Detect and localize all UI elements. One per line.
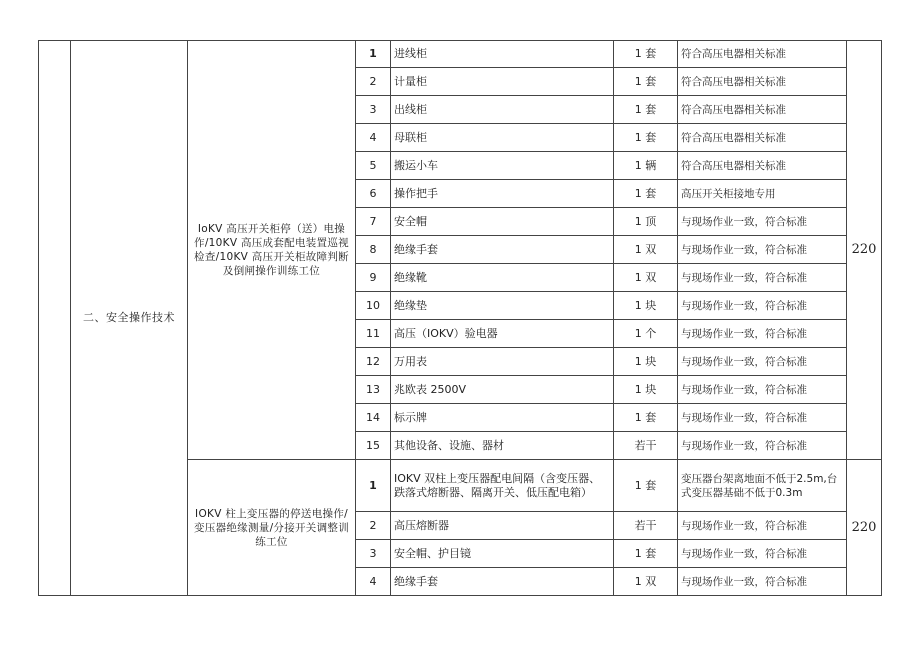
item-name: 绝缘手套	[391, 236, 614, 264]
item-name: 绝缘靴	[391, 264, 614, 292]
item-no: 1	[356, 41, 391, 68]
item-standard: 与现场作业一致，符合标准	[678, 264, 847, 292]
item-name: 安全帽	[391, 208, 614, 236]
item-standard: 符合高压电器相关标准	[678, 41, 847, 68]
item-standard: 符合高压电器相关标准	[678, 96, 847, 124]
item-qty: 若干	[614, 512, 678, 540]
item-qty: 若干	[614, 432, 678, 460]
item-no: 6	[356, 180, 391, 208]
item-standard: 与现场作业一致，符合标准	[678, 432, 847, 460]
item-standard: 与现场作业一致，符合标准	[678, 540, 847, 568]
item-qty: 1 双	[614, 568, 678, 596]
item-qty: 1 顶	[614, 208, 678, 236]
item-standard: 符合高压电器相关标准	[678, 124, 847, 152]
item-standard: 高压开关柜接地专用	[678, 180, 847, 208]
item-no: 1	[356, 460, 391, 512]
item-no: 8	[356, 236, 391, 264]
item-name: 其他设备、设施、器材	[391, 432, 614, 460]
item-name: 标示牌	[391, 404, 614, 432]
item-standard: 符合高压电器相关标准	[678, 68, 847, 96]
item-standard: 与现场作业一致，符合标准	[678, 404, 847, 432]
equipment-table	[38, 40, 882, 596]
item-qty: 1 套	[614, 404, 678, 432]
item-name: 安全帽、护目镜	[391, 540, 614, 568]
item-qty: 1 套	[614, 41, 678, 68]
item-qty: 1 块	[614, 292, 678, 320]
item-no: 15	[356, 432, 391, 460]
item-name: 绝缘垫	[391, 292, 614, 320]
item-qty: 1 双	[614, 264, 678, 292]
item-no: 4	[356, 568, 391, 596]
item-standard: 与现场作业一致，符合标准	[678, 236, 847, 264]
item-no: 14	[356, 404, 391, 432]
item-qty: 1 个	[614, 320, 678, 348]
item-qty: 1 套	[614, 96, 678, 124]
item-standard: 与现场作业一致，符合标准	[678, 208, 847, 236]
item-standard: 与现场作业一致，符合标准	[678, 568, 847, 596]
item-no: 10	[356, 292, 391, 320]
item-no: 12	[356, 348, 391, 376]
item-qty: 1 辆	[614, 152, 678, 180]
item-standard: 与现场作业一致，符合标准	[678, 348, 847, 376]
item-name: 绝缘手套	[391, 568, 614, 596]
category-cell: 二、安全操作技术	[71, 41, 188, 596]
item-name: 进线柜	[391, 41, 614, 68]
item-qty: 1 块	[614, 376, 678, 404]
item-standard: 与现场作业一致，符合标准	[678, 512, 847, 540]
item-no: 13	[356, 376, 391, 404]
item-name: 万用表	[391, 348, 614, 376]
item-standard: 符合高压电器相关标准	[678, 152, 847, 180]
item-no: 11	[356, 320, 391, 348]
item-no: 2	[356, 512, 391, 540]
station-name: IOKV 柱上变压器的停送电操作/变压器绝缘测量/分接开关调整训练工位	[188, 460, 356, 596]
item-qty: 1 套	[614, 460, 678, 512]
item-no: 4	[356, 124, 391, 152]
item-name: IOKV 双柱上变压器配电间隔（含变压器、跌落式熔断器、隔离开关、低压配电箱）	[391, 460, 614, 512]
item-name: 搬运小车	[391, 152, 614, 180]
item-name: 操作把手	[391, 180, 614, 208]
item-no: 5	[356, 152, 391, 180]
item-name: 母联柜	[391, 124, 614, 152]
item-standard: 与现场作业一致，符合标准	[678, 320, 847, 348]
item-qty: 1 套	[614, 68, 678, 96]
item-no: 3	[356, 96, 391, 124]
item-standard: 与现场作业一致，符合标准	[678, 292, 847, 320]
item-qty: 1 块	[614, 348, 678, 376]
item-name: 计量柜	[391, 68, 614, 96]
item-qty: 1 双	[614, 236, 678, 264]
station-score: 220	[847, 41, 882, 460]
item-no: 2	[356, 68, 391, 96]
blank-cell	[39, 41, 71, 596]
item-no: 9	[356, 264, 391, 292]
item-no: 7	[356, 208, 391, 236]
item-name: 高压（IOKV）验电器	[391, 320, 614, 348]
item-name: 兆欧表 2500V	[391, 376, 614, 404]
item-qty: 1 套	[614, 540, 678, 568]
station-name: IoKV 高压开关柜停（送）电操作/10KV 高压成套配电装置巡视检查/10KV 高压开关柜故障判断及倒闸操作训练工位	[188, 41, 356, 460]
item-name: 出线柜	[391, 96, 614, 124]
item-standard: 与现场作业一致，符合标准	[678, 376, 847, 404]
station-score: 220	[847, 460, 882, 596]
item-qty: 1 套	[614, 124, 678, 152]
item-standard: 变压器台架离地面不低于2.5m,台式变压器基础不低于0.3m	[678, 460, 847, 512]
item-qty: 1 套	[614, 180, 678, 208]
item-no: 3	[356, 540, 391, 568]
item-name: 高压熔断器	[391, 512, 614, 540]
table-row	[39, 41, 882, 68]
